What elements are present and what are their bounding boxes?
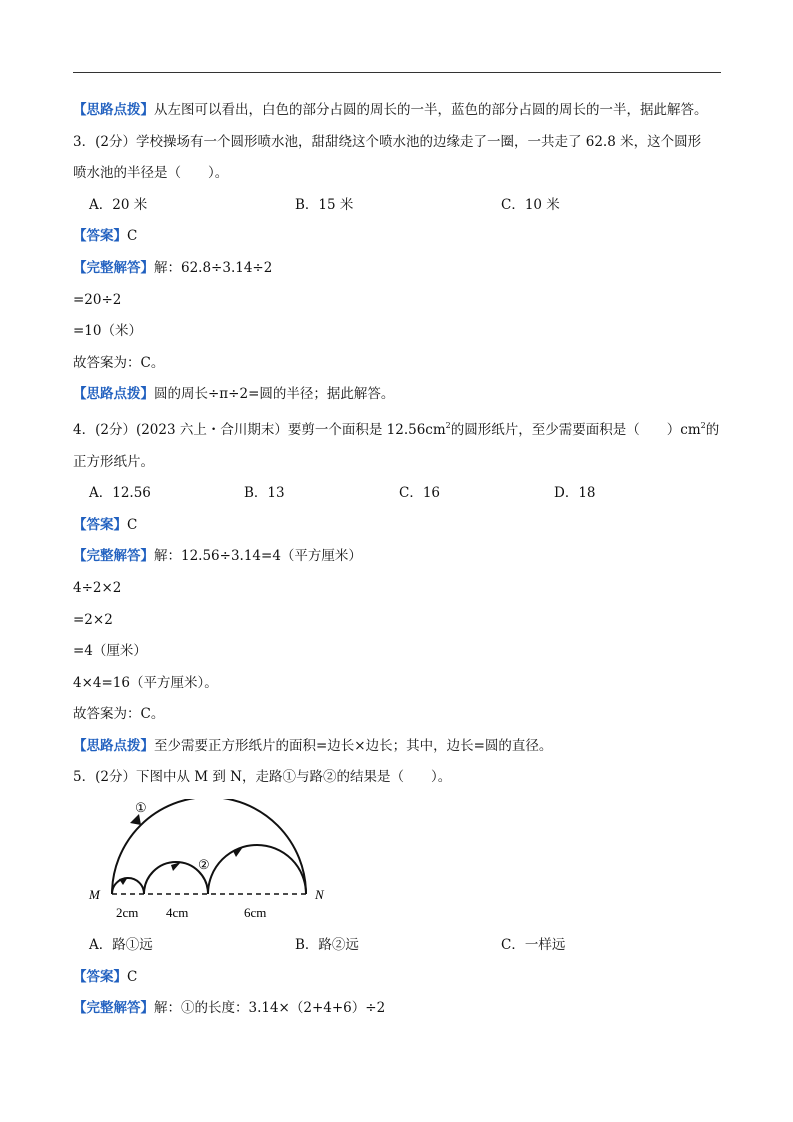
q4-text-c: 的 [705, 421, 720, 438]
q5-text: 5．(2分）下图中从 M 到 N，走路①与路②的结果是（ ）。 [73, 769, 452, 786]
q4-text-b: 的圆形纸片，至少需要面积是（ ）cm [450, 421, 701, 438]
path-1-label: ① [135, 800, 147, 816]
path-2-label: ② [198, 857, 210, 873]
semicircle-paths-diagram [73, 799, 393, 929]
q5-option-a: A．路①远 [89, 937, 153, 954]
q5-answer-value: C [127, 968, 138, 985]
hint-tag: 【思路点拨】 [73, 737, 154, 754]
segment-3-length: 6cm [244, 905, 267, 921]
q4-option-c: C．16 [399, 485, 441, 502]
q3-option-a: A．20 米 [89, 196, 148, 213]
q5-solution-first: 解：①的长度：3.14×（2+4+6）÷2 [154, 1000, 386, 1017]
q4-text-a: 4．(2分）(2023 六上・合川期末）要剪一个面积是 12.56cm [73, 421, 446, 438]
solution-tag: 【完整解答】 [73, 259, 154, 276]
q5-answer [73, 967, 733, 987]
arrow-icon [119, 877, 128, 885]
q4-step-4: 4×4=16（平方厘米）。 [73, 674, 218, 691]
q5-option-b: B．路②远 [295, 937, 359, 954]
q4-options [73, 483, 733, 503]
q4-answer-value: C [127, 516, 138, 533]
answer-tag: 【答案】 [73, 516, 127, 533]
q3-hint-text: 圆的周长÷π÷2=圆的半径；据此解答。 [154, 386, 395, 403]
q4-solution-first: 解：12.56÷3.14=4（平方厘米） [154, 548, 362, 565]
q4-solution [73, 546, 733, 566]
q2-hint [73, 100, 733, 120]
answer-tag: 【答案】 [73, 228, 127, 245]
arrow-icon [130, 814, 141, 825]
q5-options [73, 935, 733, 955]
solution-tag: 【完整解答】 [73, 548, 154, 565]
q5-solution [73, 998, 733, 1018]
q4-hint-text: 至少需要正方形纸片的面积=边长×边长；其中，边长=圆的直径。 [154, 737, 553, 754]
q5-figure [73, 799, 733, 927]
q3-answer [73, 226, 733, 246]
q4-sup2: 2 [700, 420, 706, 430]
q2-hint-text: 从左图可以看出，白色的部分占圆的周长的一半，蓝色的部分占圆的周长的一半，据此解答。 [154, 102, 708, 118]
q3-option-c: C．10 米 [501, 196, 560, 213]
q4-answer [73, 515, 733, 535]
q3-options [73, 195, 733, 215]
q4-step-3: =4（厘米） [73, 643, 147, 660]
q3-text [73, 132, 733, 152]
path-2-arc-small [112, 878, 144, 894]
q4-option-d: D．18 [554, 485, 596, 502]
q5-option-c: C．一样远 [501, 937, 566, 954]
q4-text [73, 416, 733, 440]
q3-solution-first: 解：62.8÷3.14÷2 [154, 259, 273, 276]
arrow-icon [171, 862, 181, 871]
q3-text-line2: 喷水池的半径是（ ）。 [73, 165, 229, 182]
q4-option-a: A．12.56 [89, 485, 151, 502]
q3-option-b: B．15 米 [295, 196, 354, 213]
q4-hint [73, 736, 733, 756]
q3-solution [73, 258, 733, 278]
point-m-label: M [89, 887, 100, 903]
q4-step-5: 故答案为：C。 [73, 706, 165, 723]
q3-step-3: 故答案为：C。 [73, 354, 165, 371]
hint-tag: 【思路点拨】 [73, 386, 154, 403]
hint-tag: 【思路点拨】 [73, 102, 154, 118]
document-body [73, 100, 733, 1030]
q3-answer-value: C [127, 228, 138, 245]
point-n-label: N [315, 887, 324, 903]
q4-option-b: B．13 [244, 485, 285, 502]
q4-step-2: =2×2 [73, 611, 113, 628]
segment-1-length: 2cm [116, 905, 139, 921]
q4-sup1: 2 [445, 420, 451, 430]
q3-step-2: =10（米） [73, 323, 142, 340]
q4-step-1: 4÷2×2 [73, 579, 122, 596]
path-2-arc-large [208, 845, 306, 894]
q3-hint [73, 384, 733, 404]
segment-2-length: 4cm [166, 905, 189, 921]
q3-step-1: =20÷2 [73, 291, 122, 308]
answer-tag: 【答案】 [73, 968, 127, 985]
header-rule [73, 72, 721, 73]
q3-text-line1: 3．(2分）学校操场有一个圆形喷水池，甜甜绕这个喷水池的边缘走了一圈，一共走了 62.8 米，这个圆形 [73, 133, 702, 150]
q4-text-line2: 正方形纸片。 [73, 453, 154, 470]
solution-tag: 【完整解答】 [73, 1000, 154, 1017]
